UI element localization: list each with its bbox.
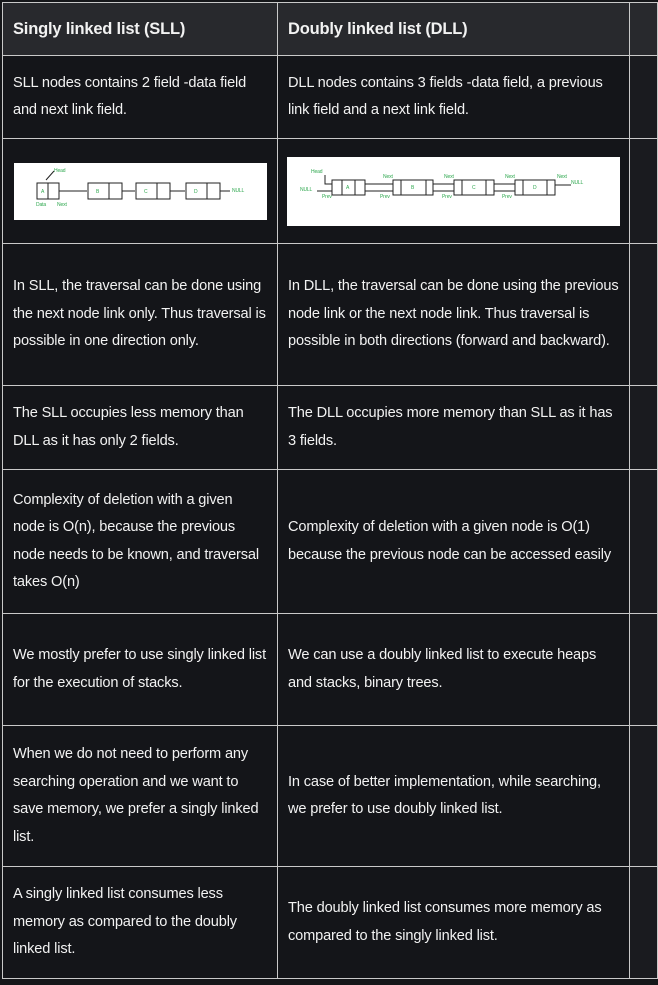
svg-text:B: B: [411, 184, 415, 191]
sll-cell: In SLL, the traversal can be done using the next node link only. Thus traversal is possible in one direction only.: [3, 244, 278, 386]
svg-text:C: C: [472, 184, 476, 191]
svg-text:Prev: Prev: [442, 193, 452, 200]
svg-text:Head: Head: [311, 168, 323, 175]
svg-text:Data: Data: [35, 201, 46, 208]
empty-cell: [630, 470, 658, 614]
diagram-row: [3, 139, 658, 244]
svg-text:A: A: [346, 184, 350, 191]
sll-diagram-cell: [3, 139, 278, 244]
table-row: [3, 386, 658, 470]
svg-text:Next: Next: [444, 173, 454, 180]
singly-linked-list-diagram: [14, 163, 267, 220]
sll-cell: Complexity of deletion with a given node is O(n), because the previous node needs to be known, and traversal takes O(n): [3, 470, 278, 614]
empty-cell: [630, 386, 658, 470]
svg-text:Prev: Prev: [322, 193, 332, 200]
header-dll: Doubly linked list (DLL): [278, 3, 630, 56]
dll-cell: We can use a doubly linked list to execute heaps and stacks, binary trees.: [278, 614, 630, 726]
sll-cell: The SLL occupies less memory than DLL as it has only 2 fields.: [3, 386, 278, 470]
table-row: [3, 56, 658, 139]
svg-text:NULL: NULL: [571, 179, 584, 186]
svg-text:NULL: NULL: [231, 187, 244, 194]
header-sll: Singly linked list (SLL): [3, 3, 278, 56]
svg-text:B: B: [95, 188, 99, 195]
empty-cell: [630, 614, 658, 726]
doubly-linked-list-diagram: [287, 157, 620, 226]
empty-cell: [630, 726, 658, 867]
sll-cell: SLL nodes contains 2 field -data field and next link field.: [3, 56, 278, 139]
dll-cell: Complexity of deletion with a given node is O(1) because the previous node can be accessed easily: [278, 470, 630, 614]
svg-text:Next: Next: [383, 173, 393, 180]
svg-text:C: C: [143, 188, 147, 195]
sll-cell: We mostly prefer to use singly linked list for the execution of stacks.: [3, 614, 278, 726]
empty-cell: [630, 244, 658, 386]
table-row: [3, 867, 658, 979]
dll-cell: The DLL occupies more memory than SLL as it has 3 fields.: [278, 386, 630, 470]
svg-text:NULL: NULL: [300, 186, 313, 193]
svg-text:D: D: [193, 188, 197, 195]
table-row: [3, 244, 658, 386]
svg-text:D: D: [533, 184, 537, 191]
table-row: [3, 726, 658, 867]
svg-text:Next: Next: [56, 201, 67, 208]
dll-cell: DLL nodes contains 3 fields -data field, a previous link field and a next link field.: [278, 56, 630, 139]
table-row: [3, 470, 658, 614]
svg-text:Head: Head: [53, 167, 65, 174]
sll-cell: When we do not need to perform any searching operation and we want to save memory, we prefer a singly linked list.: [3, 726, 278, 867]
svg-text:Prev: Prev: [380, 193, 390, 200]
header-empty: [630, 3, 658, 56]
svg-text:Next: Next: [557, 173, 567, 180]
empty-cell: [630, 867, 658, 979]
dll-cell: The doubly linked list consumes more memory as compared to the singly linked list.: [278, 867, 630, 979]
empty-cell: [630, 56, 658, 139]
comparison-table: [2, 2, 658, 979]
svg-text:Next: Next: [505, 173, 515, 180]
svg-text:Prev: Prev: [502, 193, 512, 200]
svg-text:A: A: [40, 188, 44, 195]
dll-cell: In DLL, the traversal can be done using the previous node link or the next node link. Thus traversal is possible in both directions (forward and backward).: [278, 244, 630, 386]
sll-cell: A singly linked list consumes less memory as compared to the doubly linked list.: [3, 867, 278, 979]
dll-cell: In case of better implementation, while searching, we prefer to use doubly linked list.: [278, 726, 630, 867]
header-row: [3, 3, 658, 56]
empty-cell: [630, 139, 658, 244]
dll-diagram-cell: [278, 139, 630, 244]
table-row: [3, 614, 658, 726]
